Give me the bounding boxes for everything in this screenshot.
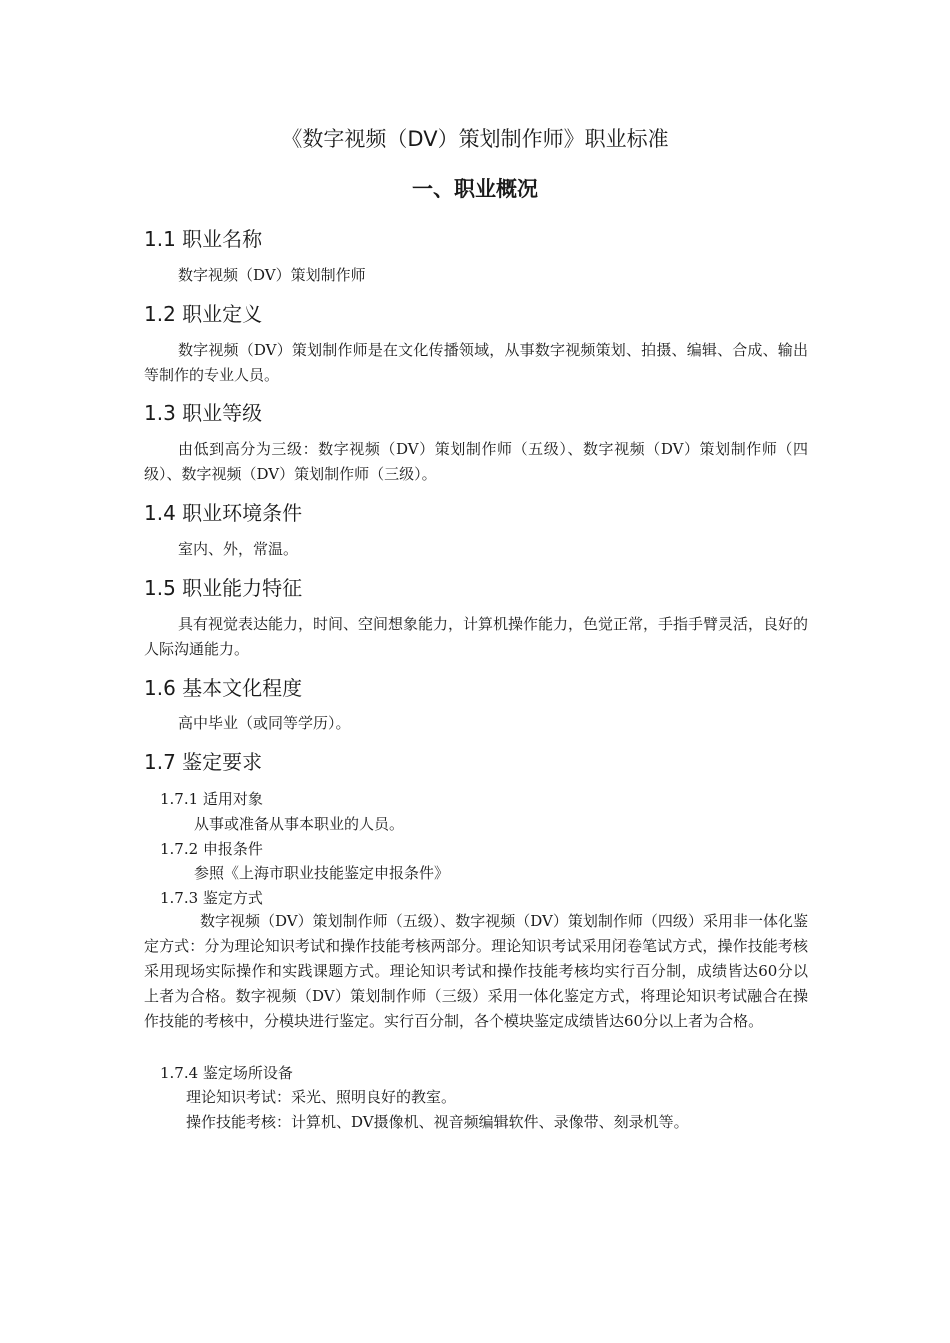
subsection-heading-1-7-2: 1.7.2 申报条件: [160, 840, 263, 858]
subsection-body-1-7-3: 数字视频（DV）策划制作师（五级）、数字视频（DV）策划制作师（四级）采用非一体化鉴定方式：分为理论知识考试和操作技能考核两部分。理论知识考试采用闭卷笔试方式，操作技能考核采用现场实际操作和实践课题方式。理论知识考试和操作技能考核均实行百分制，成绩皆达60分以上者为合格。数字视频（DV）策划制作师（三级）采用一体化鉴定方式，将理论知识考试融合在操作技能的考核中，分模块进行鉴定。实行百分制，各个模块鉴定成绩皆达60分以上者为合格。: [144, 912, 808, 1030]
section-heading-1-7: 1.7 鉴定要求: [144, 750, 263, 774]
section-body-1-5: 具有视觉表达能力，时间、空间想象能力，计算机操作能力，色觉正常，手指手臂灵活，良好的人际沟通能力。: [144, 615, 809, 658]
subsection-heading-1-7-4: 1.7.4 鉴定场所设备: [160, 1064, 293, 1082]
section-heading-1-1: 1.1 职业名称: [144, 227, 263, 251]
subsection-heading-1-7-1: 1.7.1 适用对象: [160, 790, 263, 808]
subsection-body-1-7-1: 从事或准备从事本职业的人员。: [194, 815, 405, 833]
section-heading-1-3: 1.3 职业等级: [144, 401, 263, 425]
section-heading-1-6: 1.6 基本文化程度: [144, 676, 303, 700]
chapter-heading: 一、职业概况: [412, 177, 538, 201]
document-title: 《数字视频（DV）策划制作师》职业标准: [281, 127, 669, 151]
section-heading-1-5: 1.5 职业能力特征: [144, 576, 303, 600]
section-body-1-2: 数字视频（DV）策划制作师是在文化传播领域，从事数字视频策划、拍摄、编辑、合成、输出等制作的专业人员。: [144, 341, 808, 384]
subsection-body-1-7-2: 参照《上海市职业技能鉴定申报条件》: [194, 864, 450, 882]
section-body-1-1: 数字视频（DV）策划制作师: [178, 266, 366, 284]
equipment-line-practice: 操作技能考核：计算机、DV摄像机、视音频编辑软件、录像带、刻录机等。: [186, 1113, 689, 1131]
section-body-1-4: 室内、外，常温。: [178, 540, 299, 558]
section-body-1-3: 由低到高分为三级：数字视频（DV）策划制作师（五级）、数字视频（DV）策划制作师（四级）、数字视频（DV）策划制作师（三级）。: [144, 440, 808, 483]
section-heading-1-2: 1.2 职业定义: [144, 302, 263, 326]
section-heading-1-4: 1.4 职业环境条件: [144, 501, 303, 525]
section-body-1-6: 高中毕业（或同等学历）。: [178, 714, 351, 732]
equipment-line-theory: 理论知识考试：采光、照明良好的教室。: [186, 1088, 457, 1106]
subsection-heading-1-7-3: 1.7.3 鉴定方式: [160, 889, 263, 907]
